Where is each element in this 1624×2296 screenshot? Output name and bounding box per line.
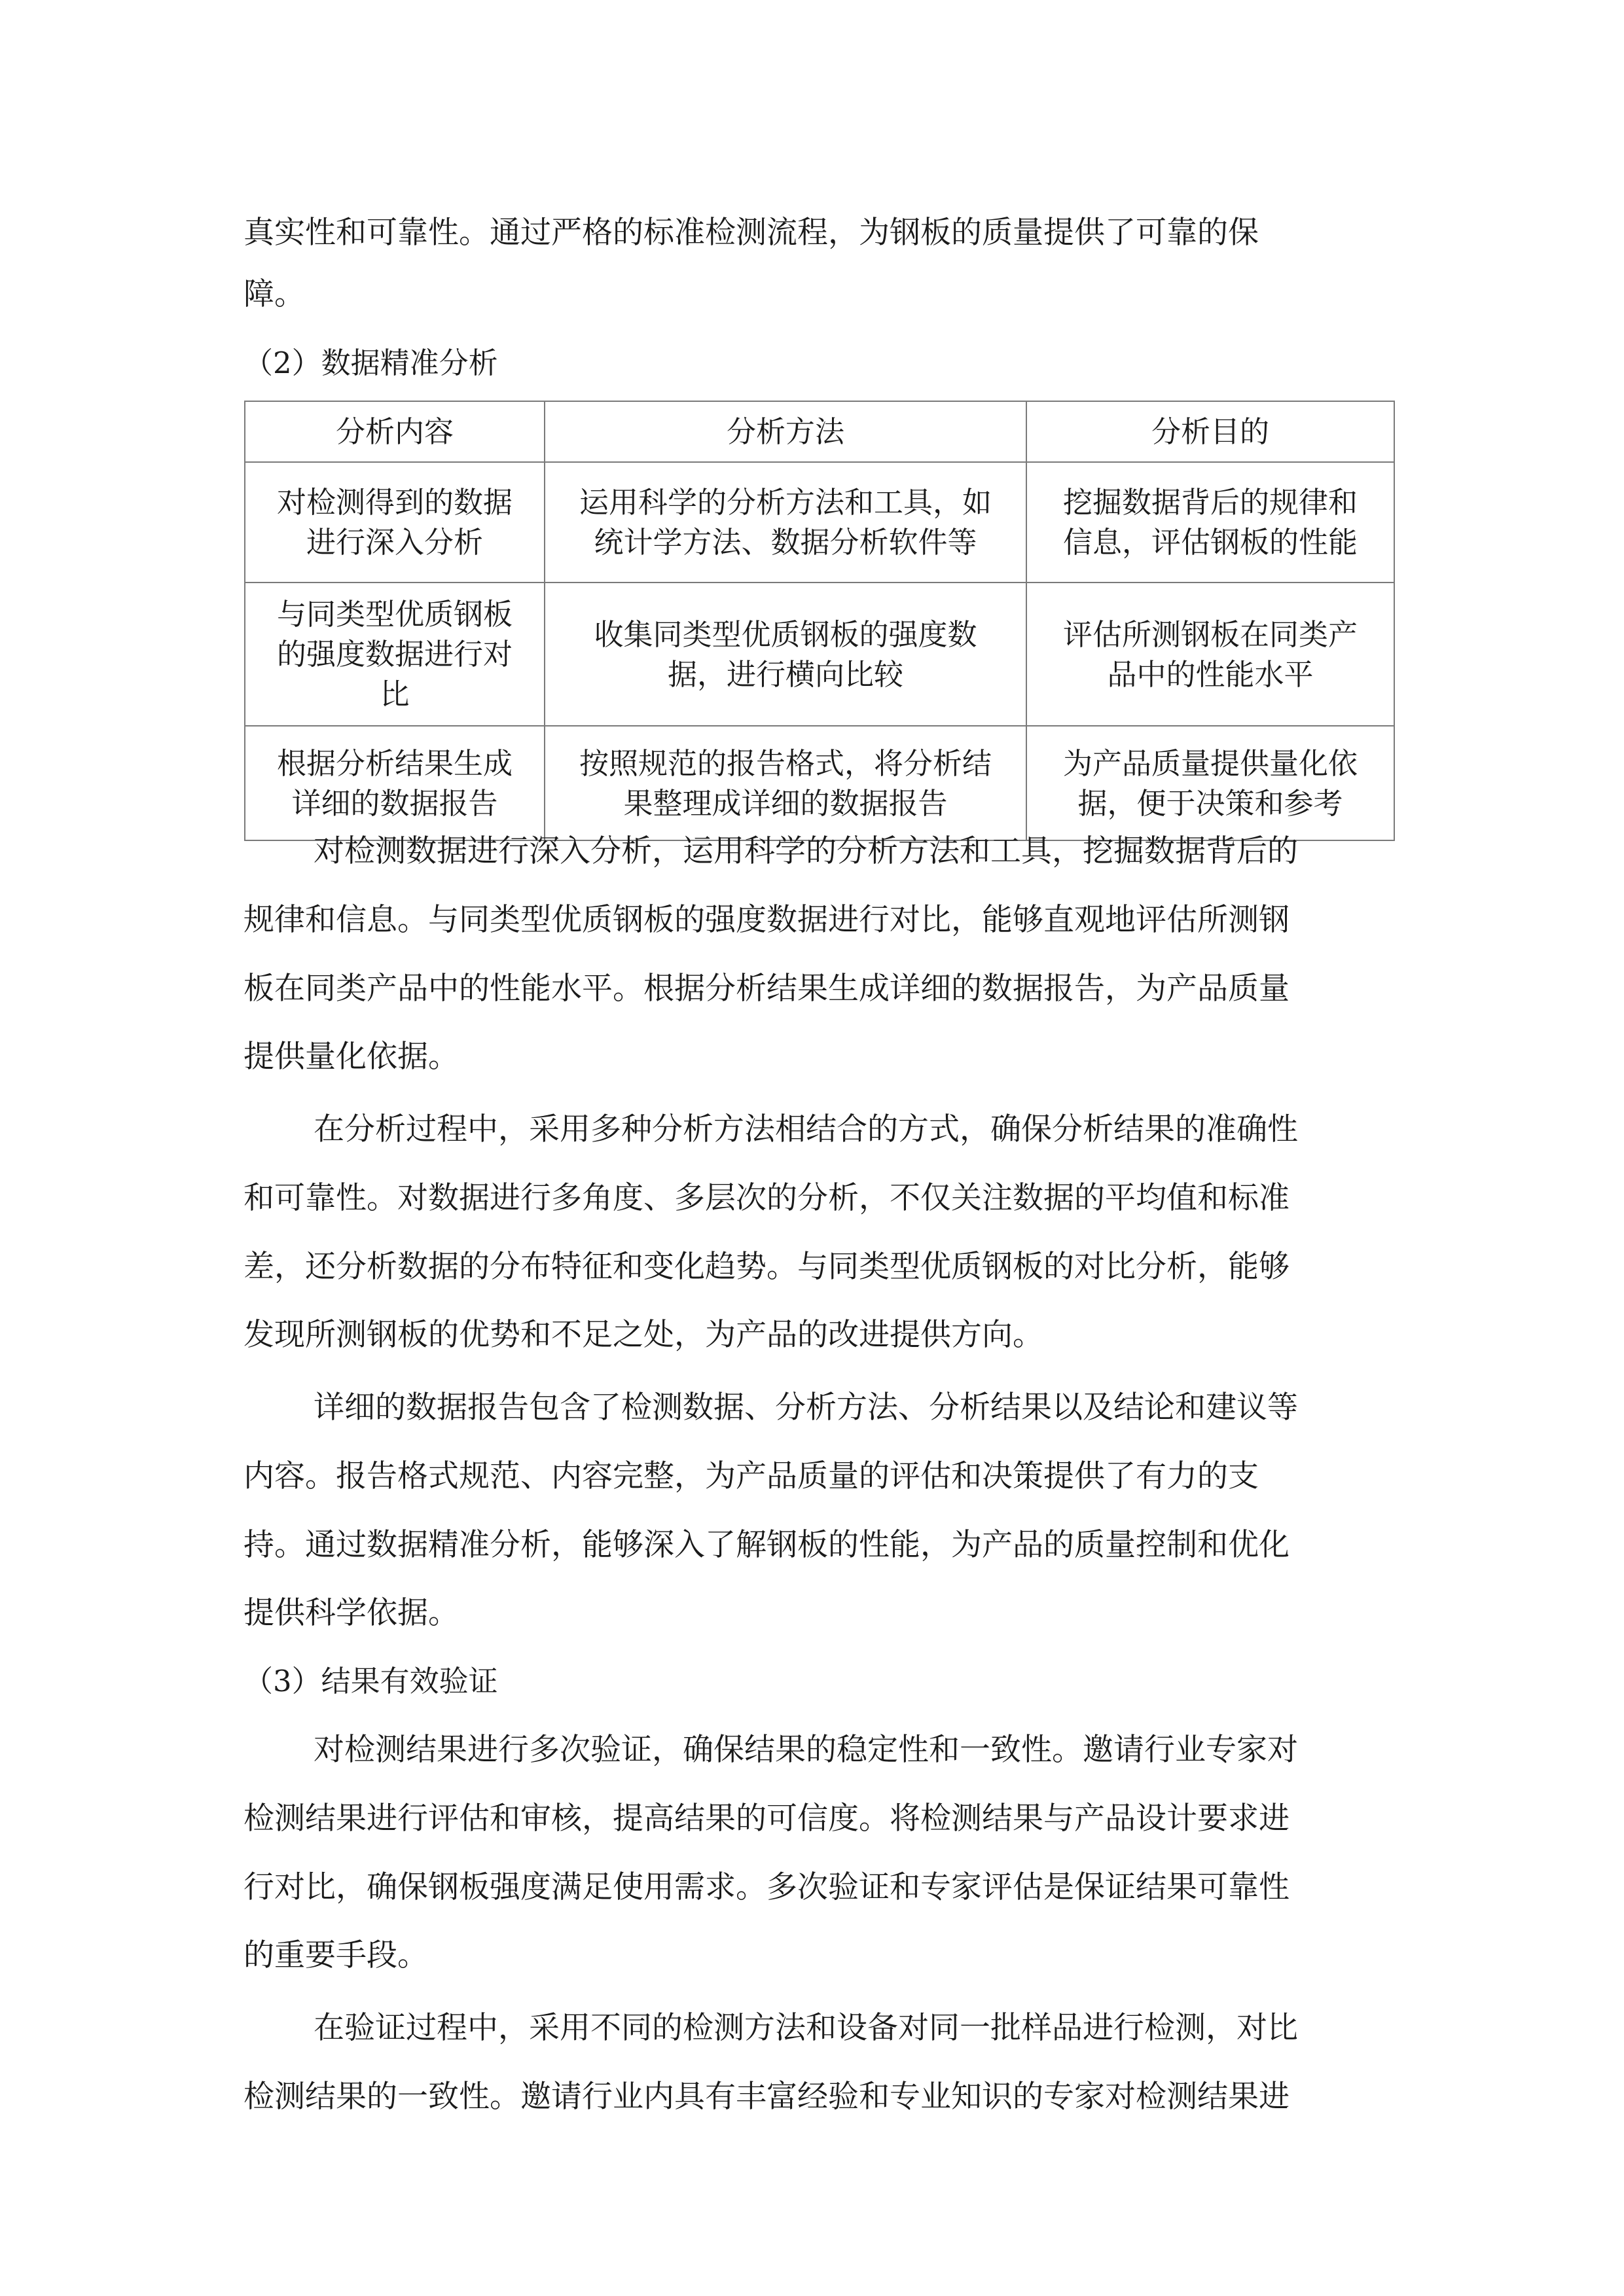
paragraph-line: 在分析过程中，采用多种分析方法相结合的方式，确保分析结果的准确性 [314,1111,1298,1147]
paragraph-line: 在验证过程中，采用不同的检测方法和设备对同一批样品进行检测，对比 [314,2010,1298,2046]
table-cell [1026,583,1394,726]
table-row [245,462,1394,583]
cell-line: 信息，评估钢板的性能 [1062,525,1358,560]
cell-line: 据，便于决策和参考 [1077,785,1343,821]
table-row [245,583,1394,726]
cell-line: 详细的数据报告 [291,785,498,821]
analysis-table [244,401,1395,841]
paragraph-line: 对检测结果进行多次验证，确保结果的稳定性和一致性。邀请行业专家对 [314,1732,1298,1768]
table-cell [545,726,1026,840]
table-header-cell: 分析目的 [1026,401,1394,462]
paragraph-line: 提供量化依据。 [244,1039,459,1075]
paragraph-line: 差，还分析数据的分布特征和变化趋势。与同类型优质钢板的对比分析，能够 [244,1249,1290,1285]
table-header-cell: 分析内容 [245,401,545,462]
cell-line: 与同类型优质钢板 [276,597,513,632]
cell-line: 挖掘数据背后的规律和 [1062,485,1358,520]
cell-line: 比 [380,677,410,711]
cell-line: 果整理成详细的数据报告 [623,785,948,821]
paragraph-line: 持。通过数据精准分析，能够深入了解钢板的性能，为产品的质量控制和优化 [244,1527,1290,1563]
section-heading: （2）数据精准分析 [244,346,498,380]
cell-line: 对检测得到的数据 [276,485,513,520]
paragraph-line: 详细的数据报告包含了检测数据、分析方法、分析结果以及结论和建议等 [314,1390,1298,1426]
cell-line: 按照规范的报告格式，将分析结 [579,745,992,781]
cell-line: 进行深入分析 [306,525,483,560]
cell-line: 据，进行横向比较 [667,656,903,692]
paragraph-line: 板在同类产品中的性能水平。根据分析结果生成详细的数据报告，为产品质量 [244,971,1290,1007]
paragraph-line: 对检测数据进行深入分析，运用科学的分析方法和工具，挖掘数据背后的 [314,833,1298,869]
paragraph-line: 行对比，确保钢板强度满足使用需求。多次验证和专家评估是保证结果可靠性 [244,1869,1290,1905]
paragraph-line: 和可靠性。对数据进行多角度、多层次的分析，不仅关注数据的平均值和标准 [244,1180,1290,1216]
table-cell [1026,726,1394,840]
cell-line: 为产品质量提供量化依 [1062,745,1358,781]
table-cell [1026,462,1394,583]
cell-line: 运用科学的分析方法和工具，如 [579,485,992,520]
paragraph-line: 的重要手段。 [244,1937,428,1973]
paragraph-line: 提供科学依据。 [244,1595,459,1631]
cell-line: 品中的性能水平 [1107,656,1314,692]
intro-line: 真实性和可靠性。通过严格的标准检测流程，为钢板的质量提供了可靠的保 [244,215,1259,251]
table-cell [245,726,545,840]
table-header-row [245,401,1394,462]
cell-line: 收集同类型优质钢板的强度数 [594,617,977,652]
paragraph-line: 规律和信息。与同类型优质钢板的强度数据进行对比，能够直观地评估所测钢 [244,902,1290,938]
table-cell [545,583,1026,726]
paragraph-line: 内容。报告格式规范、内容完整，为产品质量的评估和决策提供了有力的支 [244,1458,1259,1494]
table-cell [545,462,1026,583]
table-cell [245,583,545,726]
paragraph-line: 发现所测钢板的优势和不足之处，为产品的改进提供方向。 [244,1317,1043,1353]
cell-line: 根据分析结果生成 [276,745,513,781]
section-heading: （3）结果有效验证 [244,1664,498,1698]
table-row [245,726,1394,840]
cell-line: 的强度数据进行对 [276,637,513,672]
cell-line: 评估所测钢板在同类产 [1062,617,1358,652]
paragraph-line: 检测结果的一致性。邀请行业内具有丰富经验和专业知识的专家对检测结果进 [244,2079,1290,2115]
intro-line: 障。 [244,276,305,312]
table-cell [245,462,545,583]
paragraph-line: 检测结果进行评估和审核，提高结果的可信度。将检测结果与产品设计要求进 [244,1801,1290,1837]
table-header-cell: 分析方法 [545,401,1026,462]
cell-line: 统计学方法、数据分析软件等 [594,525,977,560]
